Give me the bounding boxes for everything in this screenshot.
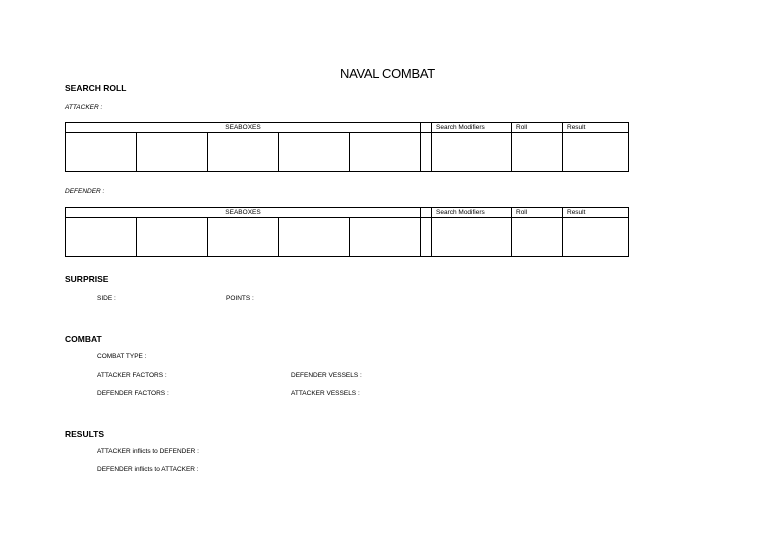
roll-header: Roll <box>512 208 563 218</box>
results-heading: RESULTS <box>65 429 105 439</box>
search-roll-heading: SEARCH ROLL <box>65 83 127 93</box>
search-modifiers-header: Search Modifiers <box>432 123 512 133</box>
page-title: NAVAL COMBAT <box>340 66 435 81</box>
attacker-search-table <box>65 122 629 172</box>
seabox-cell[interactable] <box>66 218 137 257</box>
roll-header: Roll <box>512 123 563 133</box>
result-cell[interactable] <box>563 218 629 257</box>
side-label: SIDE : <box>97 295 116 302</box>
seabox-cell[interactable] <box>350 133 421 172</box>
defender-label: DEFENDER : <box>65 188 105 195</box>
seabox-cell[interactable] <box>208 218 279 257</box>
surprise-heading: SURPRISE <box>65 274 109 284</box>
attacker-factors-label: ATTACKER FACTORS : <box>97 372 167 379</box>
search-modifiers-cell[interactable] <box>432 133 512 172</box>
search-modifiers-header: Search Modifiers <box>432 208 512 218</box>
separator-cell <box>421 218 432 257</box>
attacker-vessels-label: ATTACKER VESSELS : <box>291 390 360 397</box>
roll-cell[interactable] <box>512 218 563 257</box>
seaboxes-header: SEABOXES <box>66 208 421 218</box>
seabox-cell[interactable] <box>66 133 137 172</box>
defender-search-table <box>65 207 629 257</box>
seabox-cell[interactable] <box>279 218 350 257</box>
attacker-label: ATTACKER : <box>65 104 103 111</box>
seabox-cell[interactable] <box>350 218 421 257</box>
combat-type-label: COMBAT TYPE : <box>97 353 147 360</box>
seaboxes-header: SEABOXES <box>66 123 421 133</box>
combat-heading: COMBAT <box>65 334 102 344</box>
result-cell[interactable] <box>563 133 629 172</box>
seabox-cell[interactable] <box>208 133 279 172</box>
points-label: POINTS : <box>226 295 254 302</box>
result-header: Result <box>563 208 629 218</box>
defender-factors-label: DEFENDER FACTORS : <box>97 390 169 397</box>
search-modifiers-cell[interactable] <box>432 218 512 257</box>
result-header: Result <box>563 123 629 133</box>
seabox-cell[interactable] <box>279 133 350 172</box>
seabox-cell[interactable] <box>137 218 208 257</box>
roll-cell[interactable] <box>512 133 563 172</box>
seabox-cell[interactable] <box>137 133 208 172</box>
separator-cell <box>421 133 432 172</box>
defender-vessels-label: DEFENDER VESSELS : <box>291 372 362 379</box>
separator-cell <box>421 123 432 133</box>
separator-cell <box>421 208 432 218</box>
defender-inflicts-label: DEFENDER inflicts to ATTACKER : <box>97 466 199 473</box>
attacker-inflicts-label: ATTACKER inflicts to DEFENDER : <box>97 448 199 455</box>
